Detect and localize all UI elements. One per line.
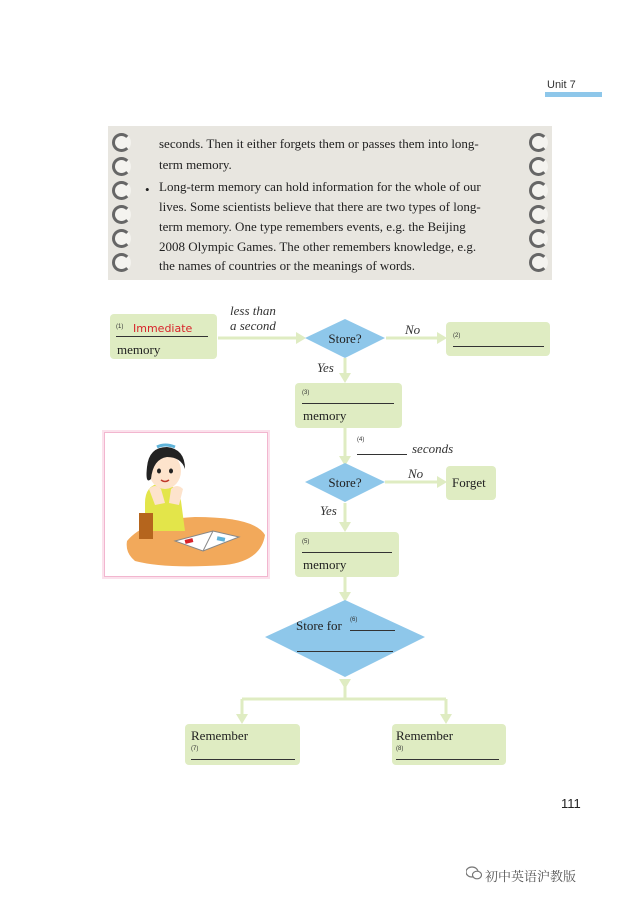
note-line: lives. Some scientists believe that there are two types of long- xyxy=(159,199,481,214)
answer-blank[interactable] xyxy=(297,651,393,652)
answer-blank[interactable] xyxy=(191,759,295,760)
page-number: 111 xyxy=(561,796,581,811)
label-yes: Yes xyxy=(317,360,334,375)
answer-immediate: Immediate xyxy=(133,322,193,335)
girl-reading-illustration xyxy=(104,432,268,577)
label-no: No xyxy=(405,322,421,337)
question-number: (8) xyxy=(396,746,404,752)
wechat-icon xyxy=(466,866,482,885)
bullet-icon: • xyxy=(145,182,150,197)
box-word: memory xyxy=(117,342,161,357)
label-seconds: seconds xyxy=(412,441,454,456)
label-a-second: a second xyxy=(230,318,276,333)
question-number: (6) xyxy=(350,617,358,623)
answer-blank[interactable] xyxy=(116,336,208,337)
note-line: seconds. Then it either forgets them or passes them into long- xyxy=(159,136,479,151)
box-word: Remember xyxy=(191,728,249,743)
decision-diamond-3 xyxy=(265,600,425,677)
box-word: memory xyxy=(303,408,347,423)
diamond-2-label: Store? xyxy=(328,475,362,490)
note-line: the names of countries or the meanings of words. xyxy=(159,258,415,273)
answer-blank[interactable] xyxy=(302,403,394,404)
note-line: term memory. xyxy=(159,157,232,172)
unit-label: Unit 7 xyxy=(547,79,576,91)
question-number: (1) xyxy=(116,324,124,330)
question-number: (3) xyxy=(302,390,310,396)
note-line: Long-term memory can hold information for the whole of our xyxy=(159,179,481,194)
answer-blank[interactable] xyxy=(302,552,392,553)
box-word: memory xyxy=(303,557,347,572)
question-number: (7) xyxy=(191,746,199,752)
label-yes: Yes xyxy=(320,503,337,518)
question-number: (4) xyxy=(357,437,365,443)
box-word: Remember xyxy=(396,728,454,743)
answer-blank[interactable] xyxy=(453,346,544,347)
answer-blank[interactable] xyxy=(357,454,407,455)
forget-label: Forget xyxy=(452,475,486,490)
label-no: No xyxy=(408,466,424,481)
box-2 xyxy=(446,322,550,356)
question-number: (2) xyxy=(453,333,461,339)
answer-blank[interactable] xyxy=(396,759,499,760)
question-number: (5) xyxy=(302,539,310,545)
answer-blank[interactable] xyxy=(350,630,395,631)
diamond-3-label: Store for xyxy=(296,618,342,633)
note-line: 2008 Olympic Games. The other remembers knowledge, e.g. xyxy=(159,239,477,254)
watermark: 初中英语沪教版 xyxy=(485,870,577,885)
label-less-than: less than xyxy=(230,303,276,318)
diamond-1-label: Store? xyxy=(328,331,362,346)
note-line: term memory. One type remembers events, e.g. the Beijing xyxy=(159,219,466,234)
